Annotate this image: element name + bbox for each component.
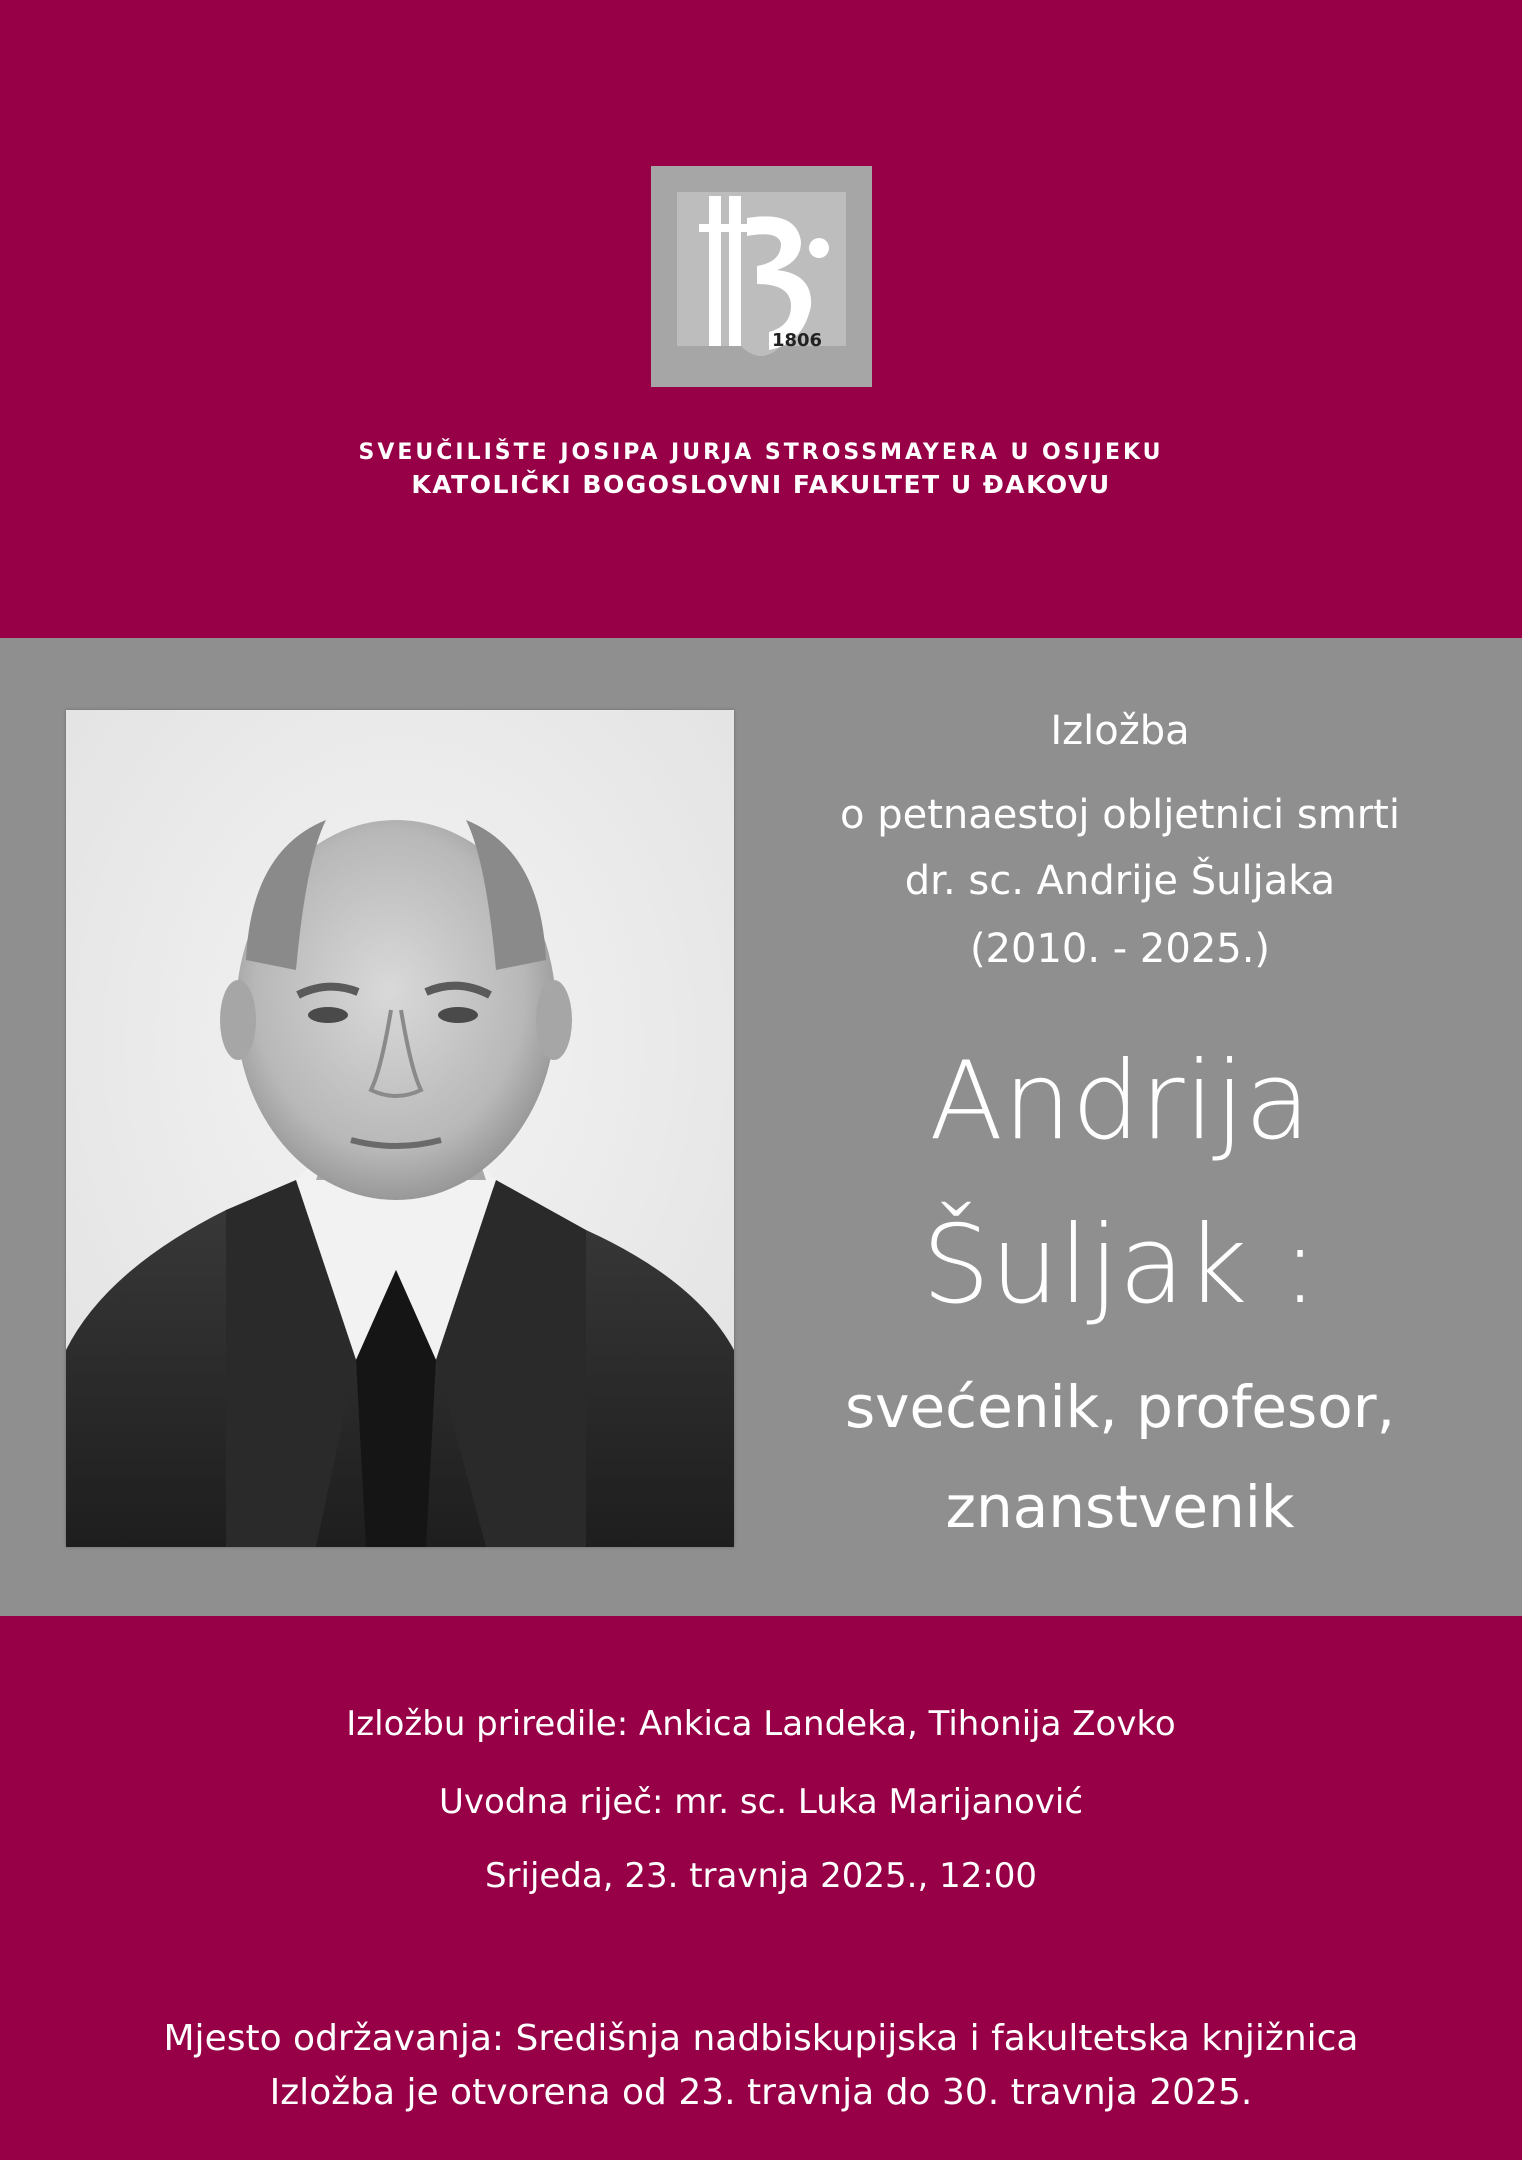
title-surname: Šuljak : [921,1203,1319,1328]
logo-year: 1806 [771,330,823,351]
organizers-text: Izložbu priredile: Ankica Landeka, Tihonija Zovko [346,1704,1176,1744]
university-name: SVEUČILIŠTE JOSIPA JURJA STROSSMAYERA U OSIJEKU [358,440,1164,465]
venue-text: Mjesto održavanja: Središnja nadbiskupijska i fakultetska knjižnica [163,2018,1359,2059]
subtitle-line-2: znanstvenik [945,1473,1295,1541]
faculty-logo-icon [651,166,872,387]
faculty-name: KATOLIČKI BOGOSLOVNI FAKULTET U ĐAKOVU [411,470,1111,499]
title-first-name: Andrija [929,1039,1311,1164]
portrait-photo-icon [66,710,734,1547]
exhibition-label: Izložba [1050,708,1190,754]
event-datetime: Srijeda, 23. travnja 2025., 12:00 [484,1856,1038,1896]
subtitle-line-1: svećenik, profesor, [844,1373,1396,1441]
exhibition-occasion: o petnaestoj obljetnici smrti [840,792,1400,838]
exhibition-dates: (2010. - 2025.) [969,926,1271,972]
intro-speaker-text: Uvodna riječ: mr. sc. Luka Marijanović [438,1782,1084,1822]
exhibition-person: dr. sc. Andrije Šuljaka [904,858,1336,904]
opening-period-text: Izložba je otvorena od 23. travnja do 30. travnja 2025. [269,2072,1253,2113]
